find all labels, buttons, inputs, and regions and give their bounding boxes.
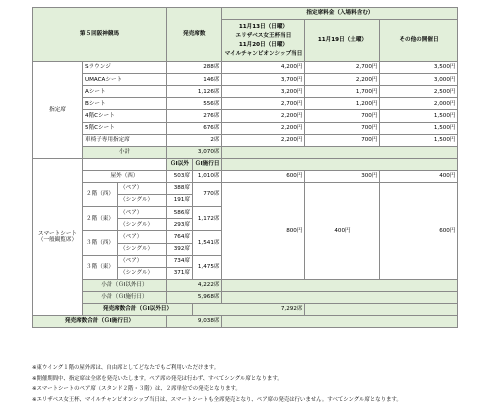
- seat-count: 2席: [167, 134, 222, 146]
- price: 3,200円: [222, 86, 305, 98]
- single-label: （シングル）: [118, 219, 167, 231]
- price: 2,700円: [222, 98, 305, 110]
- seat-count: 288席: [167, 62, 222, 74]
- table-row: [33, 183, 458, 195]
- price: 400円: [305, 183, 380, 280]
- blank-cell: [222, 279, 458, 291]
- table-row: [33, 98, 458, 110]
- price: 1,200円: [305, 98, 380, 110]
- total-row: [33, 303, 458, 315]
- seat-fee-table: [32, 7, 458, 328]
- single-label: （シングル）: [118, 267, 167, 279]
- price: 2,200円: [305, 74, 380, 86]
- smart-group-line: （一般観覧席）: [37, 236, 78, 243]
- pair-label: （ペア）: [118, 183, 167, 195]
- reserved-subtotal: 3,070席: [167, 146, 222, 158]
- seat-name: Aシート: [83, 86, 167, 98]
- price: 3,700円: [222, 74, 305, 86]
- smart-subtotal: 5,968席: [167, 291, 222, 303]
- blank-cell: [222, 316, 458, 328]
- price: 600円: [380, 183, 458, 280]
- seat-name: 車椅子専用指定席: [83, 134, 167, 146]
- header-event: 第５回阪神競馬: [33, 8, 167, 62]
- table-row: [33, 134, 458, 146]
- reserved-subtotal-label: 小計: [83, 146, 167, 158]
- price: 1,500円: [380, 134, 458, 146]
- reserved-group-label: 指定席: [33, 62, 83, 159]
- floor-name: ２階（東）: [83, 207, 118, 231]
- price: 600円: [222, 170, 305, 182]
- seat-count-g1: 1,475席: [193, 255, 222, 279]
- pair-label: （ペア）: [118, 231, 167, 243]
- price: 2,500円: [380, 86, 458, 98]
- grand-total-label: 発売席数合計（ＧⅠ以外日）: [83, 303, 193, 315]
- seat-name: Sラウンジ: [83, 62, 167, 74]
- table-row: [33, 110, 458, 122]
- seat-count: 191席: [167, 195, 193, 207]
- pair-label: （ペア）: [118, 255, 167, 267]
- seat-count-g1: 1,010席: [193, 170, 222, 182]
- grand-total: 7,292席: [193, 303, 305, 315]
- seat-count: 503席: [167, 170, 193, 182]
- footnote: ※エリザベス女王杯、マイルチャンピオンシップ当日は、スマートシートも全席発売となり、ペア席の発売は行いません。すべてシングル席となります。: [32, 396, 402, 403]
- price: 700円: [305, 122, 380, 134]
- seat-name: 5階Cシート: [83, 122, 167, 134]
- price: 2,000円: [380, 98, 458, 110]
- subtotal-row: [33, 279, 458, 291]
- seat-count: 1,126席: [167, 86, 222, 98]
- smart-group-line: スマートシート: [37, 230, 78, 237]
- seat-count: 276席: [167, 110, 222, 122]
- price: 1,500円: [380, 122, 458, 134]
- single-label: （シングル）: [118, 195, 167, 207]
- header-other-days: その他の開催日: [380, 20, 458, 62]
- grand-total-label: 発売席数合計（ＧⅠ施行日）: [33, 316, 167, 328]
- blank-cell: [83, 158, 167, 170]
- table-row: [33, 122, 458, 134]
- seat-count: 676席: [167, 122, 222, 134]
- seat-count: 371席: [167, 267, 193, 279]
- table-row: [33, 170, 458, 182]
- footnote: ※東ウイング１階の屋外席は、自由席としてどなたでもご利用いただけます。: [32, 365, 220, 371]
- floor-name: ３階（西）: [83, 231, 118, 255]
- footnote: ※スマートシートのペア席（スタンド２階・３階）は、２席単位での発売となります。: [32, 386, 241, 393]
- seat-count: 392席: [167, 243, 193, 255]
- seat-count-g1: 1,541席: [193, 231, 222, 255]
- seat-count: 764席: [167, 231, 193, 243]
- price: 700円: [305, 110, 380, 122]
- seat-count: 388席: [167, 183, 193, 195]
- table-row: [33, 62, 458, 74]
- header-g1-days: [222, 20, 305, 62]
- table-row: [33, 86, 458, 98]
- seat-name: 4階Cシート: [83, 110, 167, 122]
- price: 700円: [305, 134, 380, 146]
- price: 800円: [222, 183, 305, 280]
- header-fee-group: 指定席料金（入場料含む）: [222, 8, 458, 20]
- seat-count: 293席: [167, 219, 193, 231]
- price: 2,200円: [222, 110, 305, 122]
- table-row: [33, 74, 458, 86]
- header-g1-line: エリザベス女王杯当日: [235, 32, 292, 39]
- outdoor-seat-name: 屋外（西）: [83, 170, 167, 182]
- price: 2,200円: [222, 122, 305, 134]
- smart-subtotal: 4,222席: [167, 279, 222, 291]
- smart-group-label: [33, 158, 83, 315]
- price: 4,200円: [222, 62, 305, 74]
- seat-count: 586席: [167, 207, 193, 219]
- footnote: ※開催期間中、指定席は全席を発売いたします。ペア席の発売は行わず、すべてシングル席となります。: [32, 375, 283, 382]
- price: 1,700円: [305, 86, 380, 98]
- seat-count-g1: 770席: [193, 183, 222, 207]
- price: 3,000円: [380, 74, 458, 86]
- header-non-g1: ＧⅠ以外: [167, 158, 193, 170]
- seat-count: 146席: [167, 74, 222, 86]
- footnotes: [32, 363, 480, 405]
- single-label: （シングル）: [118, 243, 167, 255]
- floor-name: ２階（西）: [83, 183, 118, 207]
- total-row: [33, 316, 458, 328]
- seat-count: 734席: [167, 255, 193, 267]
- grand-total: 9,038席: [167, 316, 222, 328]
- header-seat-count: 発売席数: [167, 8, 222, 62]
- subtotal-row: [33, 291, 458, 303]
- header-g1-line: マイルチャンピオンシップ当日: [224, 50, 303, 57]
- seat-name: Bシート: [83, 98, 167, 110]
- header-g1-line: 11月13日（日曜）: [238, 23, 289, 30]
- header-g1-line: 11月20日（日曜）: [238, 41, 289, 48]
- floor-name: ３階（東）: [83, 255, 118, 279]
- seat-name: UMACAシート: [83, 74, 167, 86]
- price: 400円: [380, 170, 458, 182]
- seat-count-g1: 1,172席: [193, 207, 222, 231]
- blank-cell: [222, 146, 458, 158]
- pair-label: （ペア）: [118, 207, 167, 219]
- blank-cell: [222, 158, 458, 170]
- price: 1,500円: [380, 110, 458, 122]
- smart-subtotal-label: 小計（ＧⅠ以外日）: [83, 279, 167, 291]
- blank-cell: [305, 303, 458, 315]
- seat-count: 556席: [167, 98, 222, 110]
- price: 3,500円: [380, 62, 458, 74]
- price: 2,200円: [222, 134, 305, 146]
- smart-subtotal-label: 小計（ＧⅠ施行日）: [83, 291, 167, 303]
- subtotal-row: [33, 146, 458, 158]
- price: 2,700円: [305, 62, 380, 74]
- blank-cell: [222, 291, 458, 303]
- header-nov19: 11月19日（土曜）: [305, 20, 380, 62]
- header-g1: ＧⅠ施行日: [193, 158, 222, 170]
- price: 300円: [305, 170, 380, 182]
